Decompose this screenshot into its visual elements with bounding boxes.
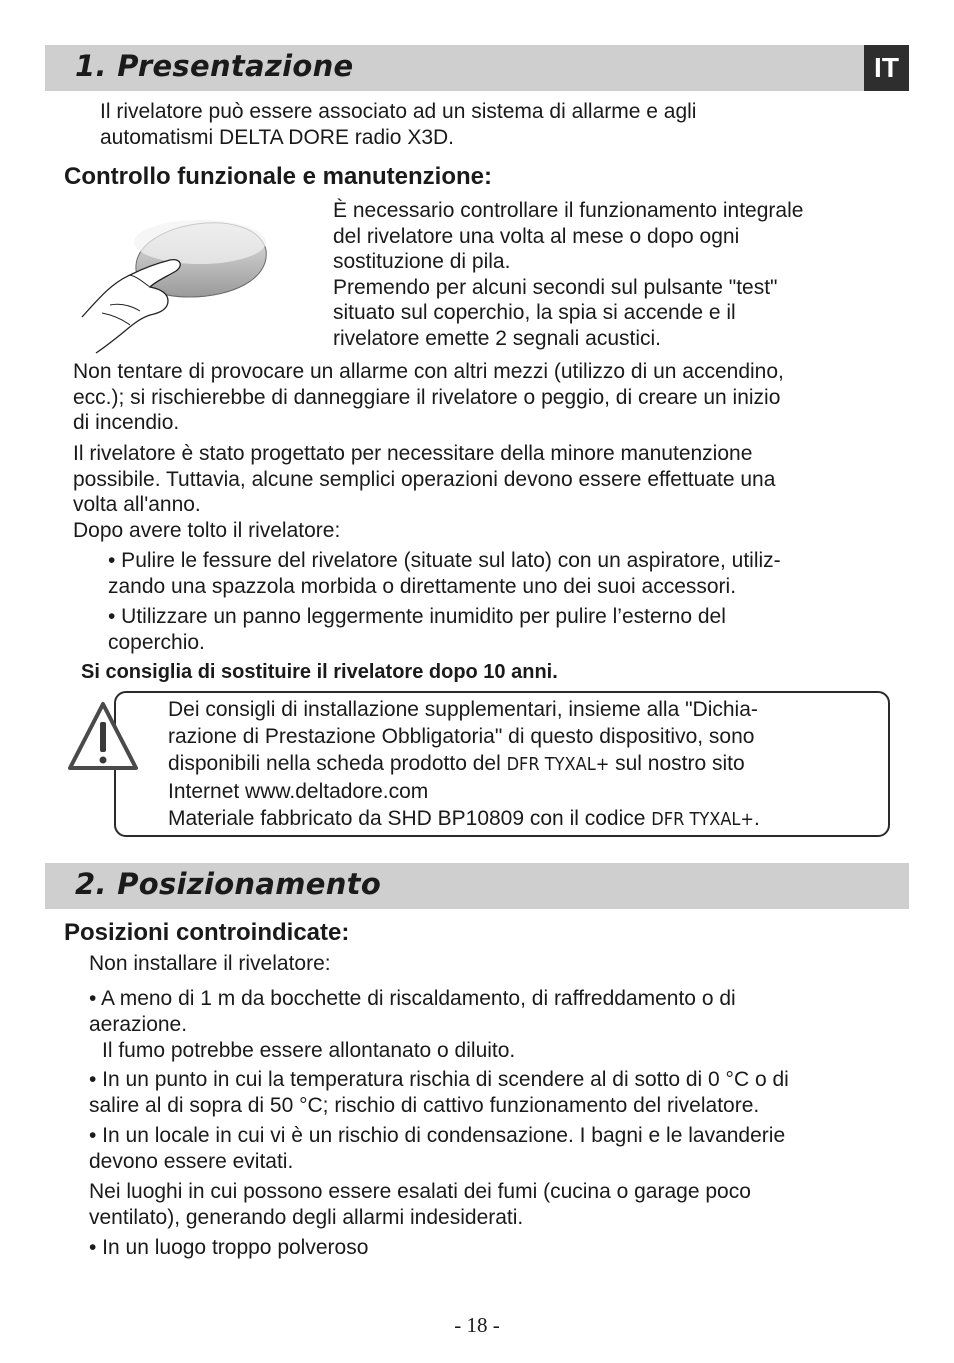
replace-recommendation: Si consiglia di sostituire il rivelatore dopo 10 anni. [81,661,558,683]
list-item: Nei luoghi in cui possono essere esalati dei fumi (cucina o garage poco ventilato), generando degli allarmi indesiderati. [89,1180,751,1229]
section-header-posizionamento [45,863,909,909]
section-title: 1. Presentazione [75,49,354,83]
detector-test-illustration [80,205,270,355]
list-item: • A meno di 1 m da bocchette di riscaldamento, di raffreddamento o di aerazione. Il fumo potrebbe essere allontanato o diluito. [89,987,736,1062]
alarm-warning-text: Non tentare di provocare un allarme con altri mezzi (utilizzo di un accendino, ecc.); si rischierebbe di danneggiare il rivelatore o peggio, di creare un inizio di incendio. [73,360,784,434]
subheading-contraindicated: Posizioni controindicate: [64,919,350,946]
section-header-presentazione [45,45,909,91]
section-title: 2. Posizionamento [75,867,382,901]
bullet-clean-slots: • Pulire le fessure del rivelatore (situate sul lato) con un aspiratore, utiliz- zando una spazzola morbida o direttamente uno dei suoi accessori. [108,549,781,598]
page-number: - 18 - [454,1313,500,1337]
notice-text: Dei consigli di installazione supplementari, insieme alla "Dichia- razione di Prestazione Obbligatoria" di questo dispositivo, sono disponibili nella scheda prodotto del DFR TYXAL+ sul nostro sito Internet www.deltadore.com Materiale fabbricato da SHD BP10809 con il codice DFR TYXAL+. [168,698,760,830]
maintenance-text: Il rivelatore è stato progettato per necessitare della minore manutenzione possibile. Tuttavia, alcune semplici operazioni devono essere effettuate una volta all'anno. Dopo avere tolto il rivelatore: [73,442,776,542]
subheading-maintenance: Controllo funzionale e manutenzione: [64,163,492,190]
product-code: DFR TYXAL+ [651,809,754,830]
warning-triangle-icon [66,700,140,772]
list-item: • In un locale in cui vi è un rischio di condensazione. I bagni e le lavanderie devono essere evitati. [89,1124,786,1173]
intro-text: Il rivelatore può essere associato ad un sistema di allarme e agli automatismi DELTA DORE radio X3D. [100,100,697,149]
bullet-clean-cover: • Utilizzare un panno leggermente inumidito per pulire l’esterno del coperchio. [108,605,726,654]
product-code: DFR TYXAL+ [506,754,610,775]
list-item: • In un punto in cui la temperatura rischia di scendere al di sotto di 0 °C o di salire al di sopra di 50 °C; rischio di cattivo funzionamento del rivelatore. [89,1068,789,1117]
language-tag: IT [864,45,909,91]
install-intro: Non installare il rivelatore: [89,952,331,975]
test-instructions: È necessario controllare il funzionamento integrale del rivelatore una volta al mese o dopo ogni sostituzione di pila. Premendo per alcuni secondi sul pulsante "test" situato sul coperchio, la spia si accende e il rivelatore emette 2 segnali acustici. [333,199,804,350]
list-item: • In un luogo troppo polveroso [89,1236,369,1259]
